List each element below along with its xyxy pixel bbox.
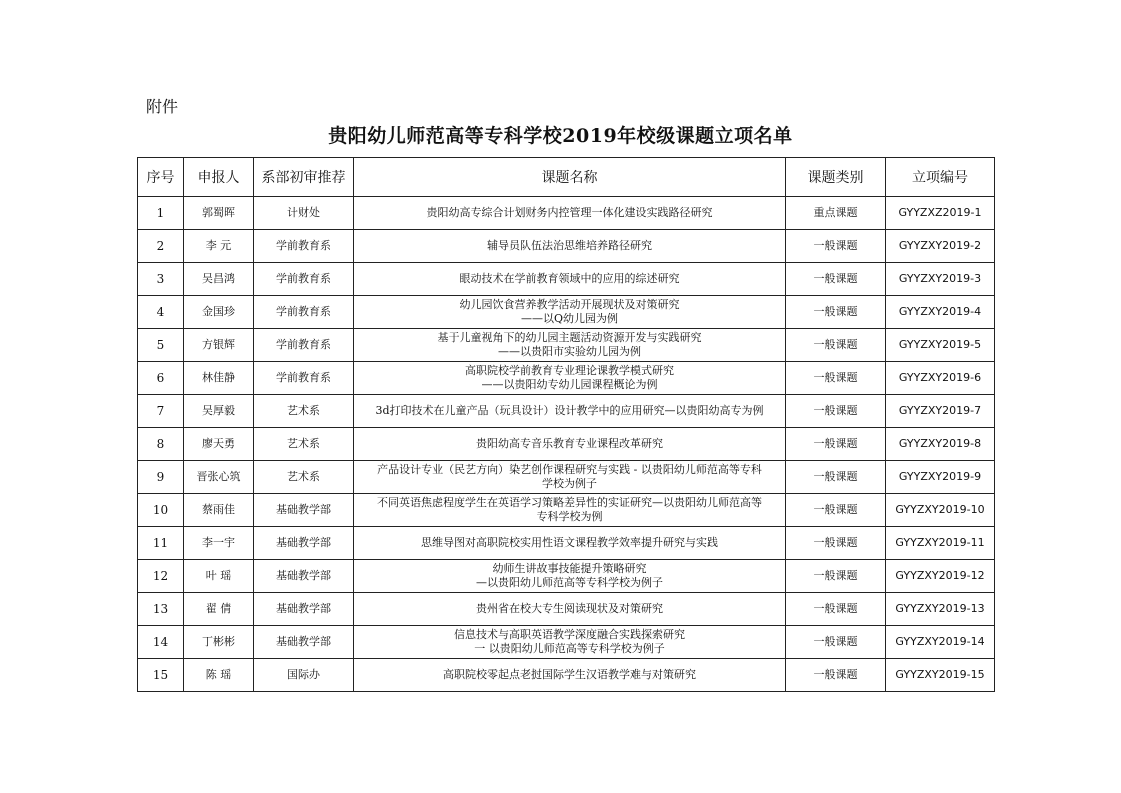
row-applicant: 叶 瑶 (184, 560, 254, 593)
row-category: 一般课题 (786, 626, 886, 659)
row-code: GYYZXY2019-9 (886, 461, 995, 494)
row-dept: 艺术系 (254, 461, 354, 494)
project-title-line-1: 高职院校学前教育专业理论课教学模式研究 (465, 364, 674, 377)
row-code: GYYZXY2019-4 (886, 296, 995, 329)
project-title-line-1: 辅导员队伍法治思维培养路径研究 (487, 239, 652, 252)
row-applicant: 方银辉 (184, 329, 254, 362)
row-project-title (354, 329, 786, 362)
row-no: 7 (138, 395, 184, 428)
table-row (138, 428, 995, 461)
project-title-line-1: 高职院校零起点老挝国际学生汉语教学难与对策研究 (443, 668, 696, 681)
row-no: 5 (138, 329, 184, 362)
row-category: 一般课题 (786, 593, 886, 626)
row-project-title (354, 230, 786, 263)
row-dept: 学前教育系 (254, 230, 354, 263)
table-row (138, 626, 995, 659)
table-row (138, 296, 995, 329)
row-code: GYYZXY2019-10 (886, 494, 995, 527)
row-code: GYYZXY2019-2 (886, 230, 995, 263)
row-no: 15 (138, 659, 184, 692)
row-code: GYYZXY2019-6 (886, 362, 995, 395)
row-dept: 学前教育系 (254, 362, 354, 395)
header-dept: 系部初审推荐 (254, 158, 354, 197)
row-category: 一般课题 (786, 362, 886, 395)
row-applicant: 廖天勇 (184, 428, 254, 461)
row-applicant: 林佳静 (184, 362, 254, 395)
project-title-line-1: 眼动技术在学前教育领域中的应用的综述研究 (459, 272, 680, 285)
table-row (138, 494, 995, 527)
row-project-title (354, 362, 786, 395)
row-category: 重点课题 (786, 197, 886, 230)
row-code: GYYZXY2019-5 (886, 329, 995, 362)
row-applicant: 李一宇 (184, 527, 254, 560)
row-no: 14 (138, 626, 184, 659)
row-category: 一般课题 (786, 494, 886, 527)
row-code: GYYZXY2019-12 (886, 560, 995, 593)
project-title-line-1: 基于儿童视角下的幼儿园主题活动资源开发与实践研究 (437, 331, 702, 344)
header-no: 序号 (138, 158, 184, 197)
row-no: 4 (138, 296, 184, 329)
project-title-line-1: 产品设计专业（民艺方向）染艺创作课程研究与实践 - 以贵阳幼儿师范高等专科 (377, 463, 762, 476)
header-project-title: 课题名称 (354, 158, 786, 197)
row-project-title (354, 461, 786, 494)
project-title-line-1: 3d打印技术在儿童产品（玩具设计）设计教学中的应用研究—以贵阳幼高专为例 (375, 404, 764, 417)
table-body (138, 197, 995, 692)
row-dept: 基础教学部 (254, 593, 354, 626)
row-category: 一般课题 (786, 296, 886, 329)
row-dept: 计财处 (254, 197, 354, 230)
row-category: 一般课题 (786, 527, 886, 560)
project-title-line-1: 不同英语焦虑程度学生在英语学习策略差异性的实证研究—以贵阳幼儿师范高等 (377, 496, 762, 509)
row-project-title (354, 626, 786, 659)
table-row (138, 461, 995, 494)
row-applicant: 郭蜀晖 (184, 197, 254, 230)
project-title-line-1: 思维导图对高职院校实用性语文课程教学效率提升研究与实践 (421, 536, 718, 549)
project-title-line-1: 幼儿园饮食营养教学活动开展现状及对策研究 (459, 298, 680, 311)
project-title-line-2: ——以贵阳幼专幼儿园课程概论为例 (481, 378, 658, 391)
project-title-line-1: 信息技术与高职英语教学深度融合实践探索研究 (454, 628, 685, 641)
table-row (138, 263, 995, 296)
row-dept: 基础教学部 (254, 494, 354, 527)
table-row (138, 527, 995, 560)
project-title-line-1: 贵阳幼高专综合计划财务内控管理一体化建设实践路径研究 (426, 206, 713, 219)
row-dept: 基础教学部 (254, 560, 354, 593)
project-title-line-1: 贵阳幼高专音乐教育专业课程改革研究 (476, 437, 663, 450)
row-applicant: 丁彬彬 (184, 626, 254, 659)
project-title-line-2: ——以贵阳市实验幼儿园为例 (498, 345, 641, 358)
row-dept: 学前教育系 (254, 263, 354, 296)
row-project-title (354, 263, 786, 296)
row-no: 10 (138, 494, 184, 527)
row-applicant: 金国珍 (184, 296, 254, 329)
row-applicant: 李 元 (184, 230, 254, 263)
row-code: GYYZXY2019-14 (886, 626, 995, 659)
row-category: 一般课题 (786, 461, 886, 494)
row-dept: 学前教育系 (254, 296, 354, 329)
row-project-title (354, 494, 786, 527)
table-row (138, 329, 995, 362)
row-no: 9 (138, 461, 184, 494)
table-row (138, 593, 995, 626)
row-code: GYYZXY2019-7 (886, 395, 995, 428)
header-code: 立项编号 (886, 158, 995, 197)
project-title-line-2: —以贵阳幼儿师范高等专科学校为例子 (476, 576, 663, 589)
header-applicant: 申报人 (184, 158, 254, 197)
row-dept: 基础教学部 (254, 527, 354, 560)
attachment-label: 附件 (146, 97, 179, 116)
row-category: 一般课题 (786, 230, 886, 263)
row-category: 一般课题 (786, 329, 886, 362)
table-row (138, 230, 995, 263)
row-project-title (354, 428, 786, 461)
row-code: GYYZXY2019-15 (886, 659, 995, 692)
table-row (138, 362, 995, 395)
row-category: 一般课题 (786, 395, 886, 428)
row-applicant: 蔡雨佳 (184, 494, 254, 527)
row-applicant: 吴厚毅 (184, 395, 254, 428)
row-dept: 基础教学部 (254, 626, 354, 659)
row-no: 2 (138, 230, 184, 263)
row-no: 8 (138, 428, 184, 461)
row-code: GYYZXY2019-11 (886, 527, 995, 560)
table-header-row (138, 158, 995, 197)
table-row (138, 395, 995, 428)
document-title: 贵阳幼儿师范高等专科学校2019年校级课题立项名单 (328, 125, 793, 147)
project-title-line-2: 专科学校为例 (536, 510, 603, 523)
table-row (138, 560, 995, 593)
table-row (138, 197, 995, 230)
row-no: 1 (138, 197, 184, 230)
row-applicant: 翟 倩 (184, 593, 254, 626)
project-title-line-2: 一 以贵阳幼儿师范高等专科学校为例子 (474, 642, 665, 655)
row-category: 一般课题 (786, 263, 886, 296)
row-applicant: 吴昌鸿 (184, 263, 254, 296)
row-project-title (354, 395, 786, 428)
row-code: GYYZXY2019-3 (886, 263, 995, 296)
row-dept: 艺术系 (254, 428, 354, 461)
row-no: 3 (138, 263, 184, 296)
row-code: GYYZXY2019-13 (886, 593, 995, 626)
header-category: 课题类别 (786, 158, 886, 197)
row-dept: 学前教育系 (254, 329, 354, 362)
project-title-line-2: ——以Q幼儿园为例 (520, 312, 619, 325)
project-title-line-1: 幼师生讲故事技能提升策略研究 (492, 562, 647, 575)
row-applicant: 晋张心筑 (184, 461, 254, 494)
row-no: 11 (138, 527, 184, 560)
row-no: 6 (138, 362, 184, 395)
row-project-title (354, 659, 786, 692)
row-dept: 国际办 (254, 659, 354, 692)
row-project-title (354, 560, 786, 593)
row-code: GYYZXY2019-8 (886, 428, 995, 461)
project-list-table (137, 157, 995, 692)
project-title-line-1: 贵州省在校大专生阅读现状及对策研究 (476, 602, 663, 615)
row-category: 一般课题 (786, 659, 886, 692)
project-title-line-2: 学校为例子 (542, 477, 597, 490)
row-applicant: 陈 瑶 (184, 659, 254, 692)
row-no: 12 (138, 560, 184, 593)
table-row (138, 659, 995, 692)
row-category: 一般课题 (786, 428, 886, 461)
row-dept: 艺术系 (254, 395, 354, 428)
row-code: GYYZXZ2019-1 (886, 197, 995, 230)
row-project-title (354, 296, 786, 329)
row-no: 13 (138, 593, 184, 626)
row-project-title (354, 197, 786, 230)
row-project-title (354, 527, 786, 560)
row-category: 一般课题 (786, 560, 886, 593)
row-project-title (354, 593, 786, 626)
